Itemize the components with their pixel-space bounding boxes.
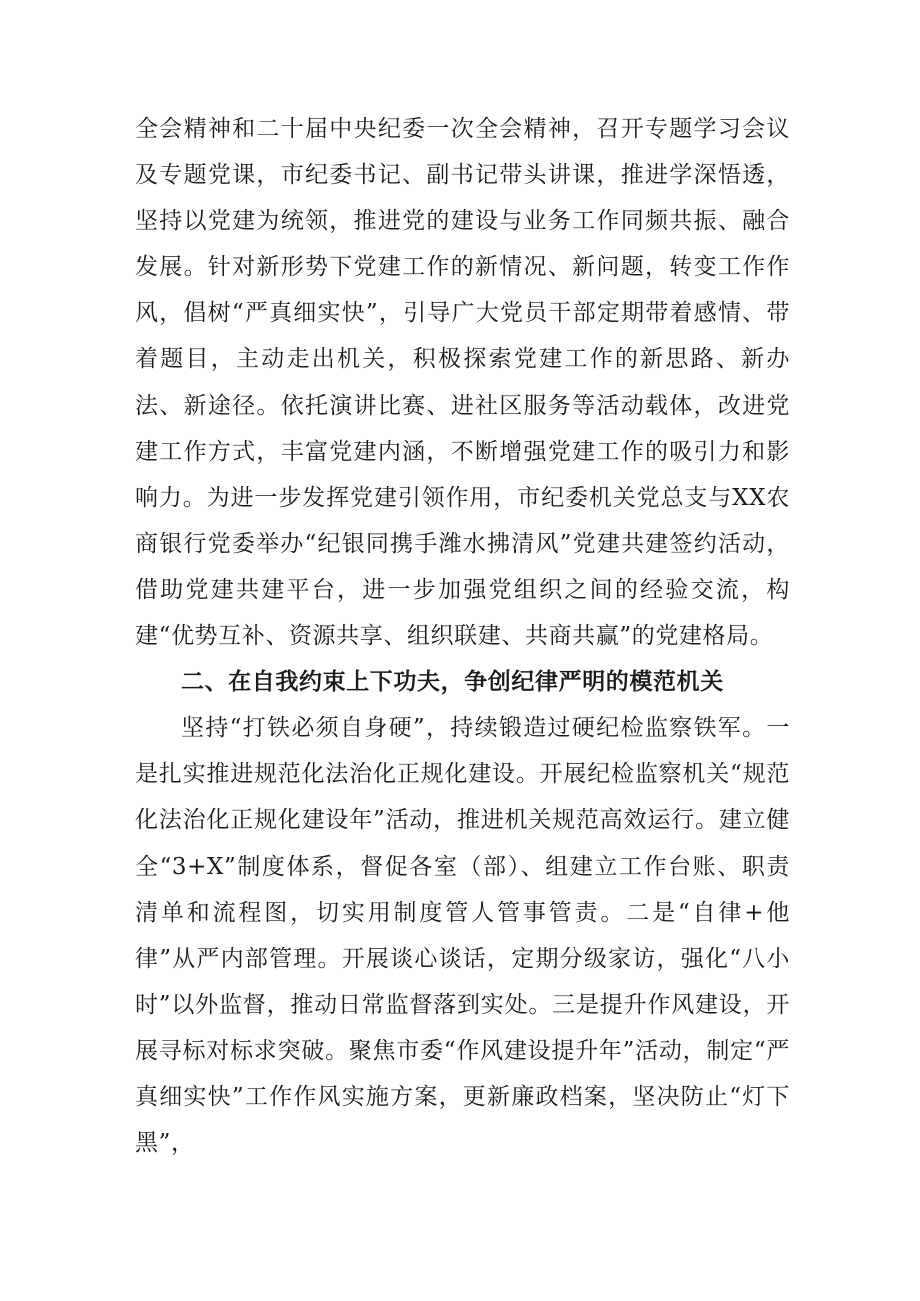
paragraph-party-building: 全会精神和二十届中央纪委一次全会精神，召开专题学习会议及专题党课，市纪委书记、副书记带头讲课，推进学深悟透，坚持以党建为统领，推进党的建设与业务工作同频共振、融合发展。针对新形势下党建工作的新情况、新问题，转变工作作风，倡树“严真细实快”，引导广大党员干部定期带着感情、带着题目，主动走出机关，积极探索党建工作的新思路、新办法、新途径。依托演讲比赛、进社区服务等活动载体，改进党建工作方式，丰富党建内涵，不断增强党建工作的吸引力和影响力。为进一步发挥党建引领作用，市纪委机关党总支与XX农商银行党委举办“纪银同携手潍水拂清风”党建共建签约活动，借助党建共建平台，进一步加强党组织之间的经验交流，构建“优势互补、资源共享、组织联建、共商共赢”的党建格局。: [135, 116, 790, 650]
section-heading-self-discipline: 二、在自我约束上下功夫，争创纪律严明的模范机关: [181, 669, 724, 696]
paragraph-self-discipline: 坚持“打铁必须自身硬”，持续锻造过硬纪检监察铁军。一是扎实推进规范化法治化正规化建设。开展纪检监察机关“规范化法治化正规化建设年”活动，推进机关规范高效运行。建立健全“3+X”制度体系，督促各室（部）、组建立工作台账、职责清单和流程图，切实用制度管人管事管责。二是“自律+他律”从严内部管理。开展谈心谈话，定期分级家访，强化“八小时”以外监督，推动日常监督落到实处。三是提升作风建设，开展寻标对标求突破。聚焦市委“作风建设提升年”活动，制定“严真细实快”工作作风实施方案，更新廉政档案，坚决防止“灯下黑”，: [135, 715, 790, 1157]
document-body: [135, 106, 790, 1166]
